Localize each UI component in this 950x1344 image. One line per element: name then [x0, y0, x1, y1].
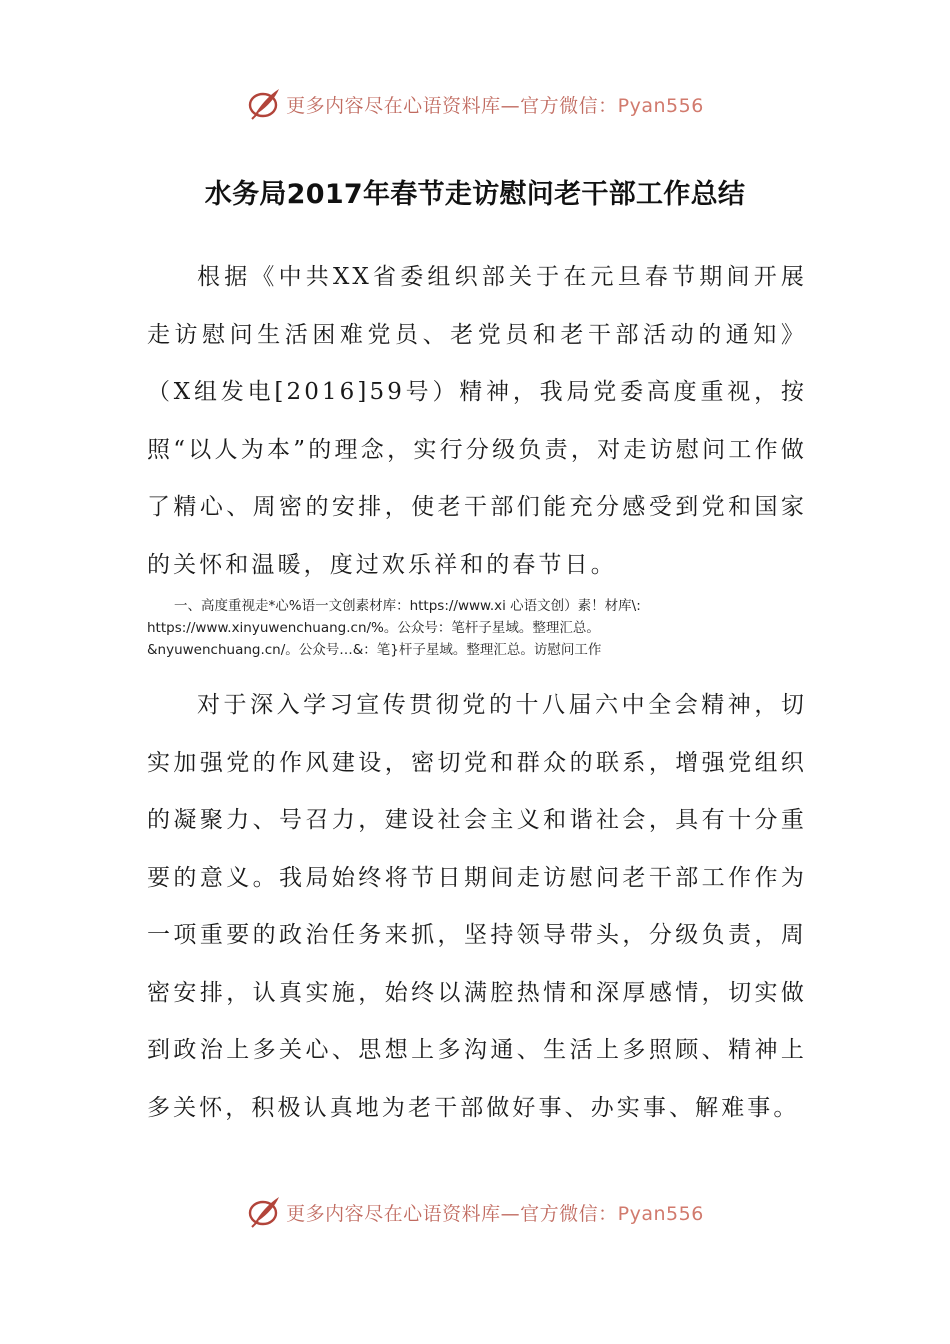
banner-text: [286, 1199, 704, 1226]
wechat-id: Pyan556: [617, 1202, 704, 1225]
banner-label: 更多内容尽在心语资料库—官方微信：: [286, 1202, 618, 1225]
footer-banner: [0, 1192, 950, 1232]
header-banner: [0, 84, 950, 124]
small-text-block: [147, 595, 827, 661]
feather-pen-logo-icon: [246, 86, 282, 122]
feather-pen-logo-icon: [246, 1194, 282, 1230]
banner-text: [286, 91, 704, 118]
paragraph-section-one: 对于深入学习宣传贯彻党的十八届六中全会精神，切实加强党的作风建设，密切党和群众的联系，增强党组织的凝聚力、号召力，建设社会主义和谐社会，具有十分重要的意义。我局始终将节日期间走访慰问老干部工作作为一项重要的政治任务来抓，坚持领导带头，分级负责，周密安排，认真实施，始终以满腔热情和深厚感情，切实做到政治上多关心、思想上多沟通、生活上多照顾、精神上多关怀，积极认真地为老干部做好事、办实事、解难事。: [147, 692, 807, 1121]
small-text-line: 一、高度重视走*心%语一文创素材库：https://www.xi 心语文创）素！材库\:: [174, 598, 641, 614]
small-text-line: https://www.xinyuwenchuang.cn/%。公众号：笔杆子星域。整理汇总。: [147, 620, 600, 636]
small-text-line: &nyuwenchuang.cn/。公众号…&：笔}杆子星域。整理汇总。访慰问工作: [147, 642, 602, 658]
document-title: 水务局2017年春节走访慰问老干部工作总结: [204, 179, 746, 210]
wechat-id: Pyan556: [617, 94, 704, 117]
paragraph-intro: 根据《中共XX省委组织部关于在元旦春节期间开展走访慰问生活困难党员、老党员和老干部活动的通知》（X组发电[2016]59号）精神，我局党委高度重视，按照“以人为本”的理念，实行分级负责，对走访慰问工作做了精心、周密的安排，使老干部们能充分感受到党和国家的关怀和温暖，度过欢乐祥和的春节日。: [147, 264, 807, 578]
banner-label: 更多内容尽在心语资料库—官方微信：: [286, 94, 618, 117]
